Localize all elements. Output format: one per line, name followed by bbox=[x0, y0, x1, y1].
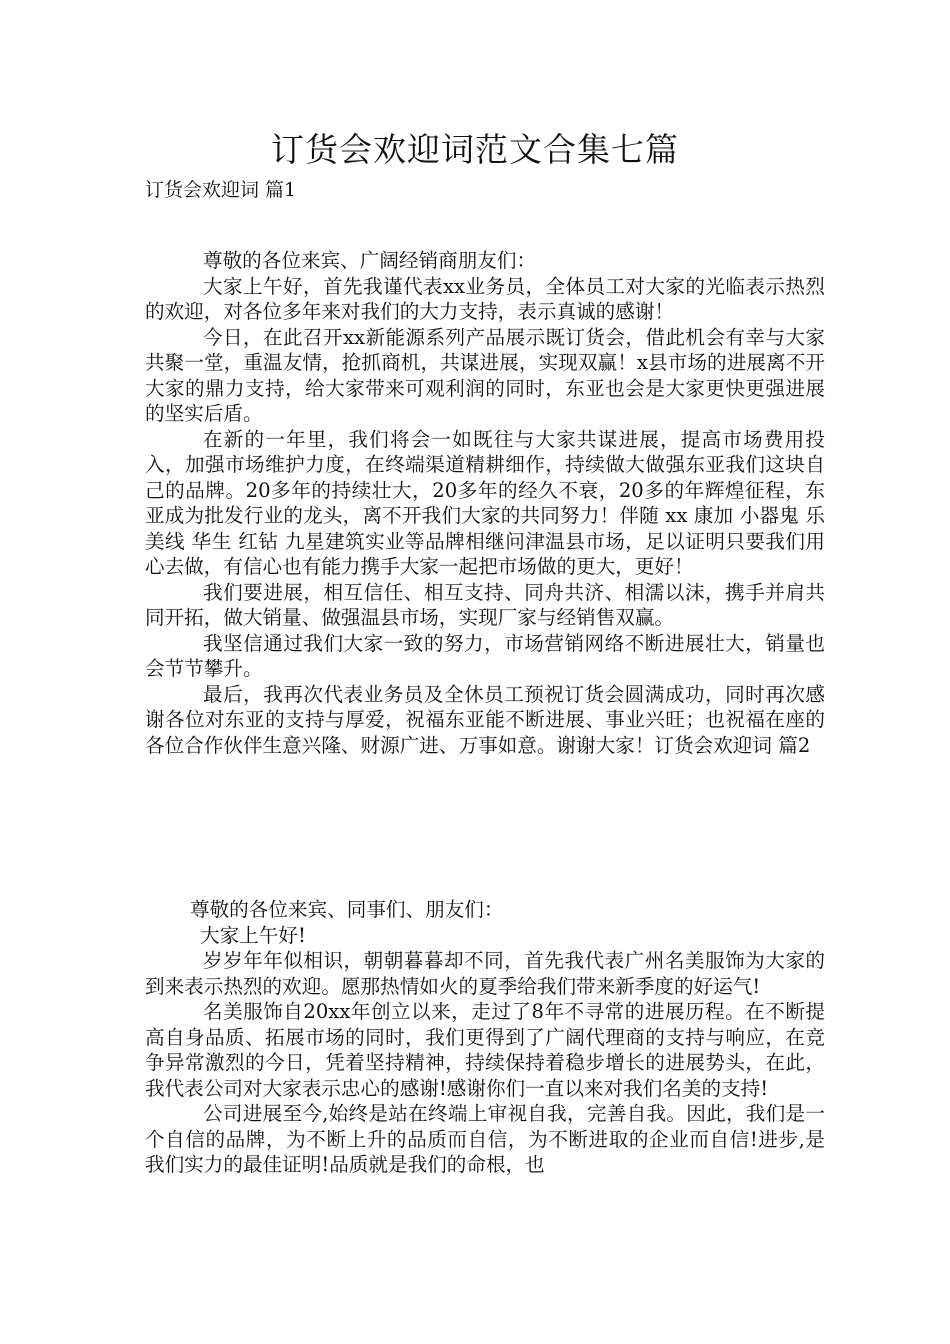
section-body-2 bbox=[145, 897, 825, 1178]
paragraph: 我们要进展，相互信任、相互支持、同舟共济、相濡以沫，携手并肩共同开拓，做大销量、做强温县市场，实现厂家与经销售双赢。 bbox=[145, 580, 825, 629]
section-heading-1: 订货会欢迎词 篇1 bbox=[145, 179, 297, 201]
paragraph: 最后，我再次代表业务员及全休员工预祝订货会圆满成功，同时再次感谢各位对东亚的支持与厚爱，祝福东亚能不断进展、事业兴旺；也祝福在座的各位合作伙伴生意兴隆、财源广进、万事如意。谢谢大家！订货会欢迎词 篇2 bbox=[145, 682, 825, 757]
paragraph: 大家上午好，首先我谨代表xx业务员，全体员工对大家的光临表示热烈的欢迎，对各位多年来对我们的大力支持，表示真诚的感谢！ bbox=[145, 274, 825, 323]
greeting-line: 尊敬的各位来宾、广阔经销商朋友们： bbox=[203, 249, 537, 272]
greeting-line: 尊敬的各位来宾、同事们、朋友们： bbox=[190, 898, 504, 921]
hello-line: 大家上午好! bbox=[200, 923, 306, 947]
paragraph: 在新的一年里，我们将会一如既往与大家共谋进展，提高市场费用投入，加强市场维护力度，在终端渠道精耕细作，持续做大做强东亚我们这块自己的品牌。20多年的持续壮大，20多年的经久不衰，20多的年辉煌征程，东亚成为批发行业的龙头，离不开我们大家的共同努力！伴随 xx 康加 小器鬼 乐美线 华生 红钻 九星建筑实业等品牌相继问津温县市场，足以证明只要我们用心去做，有信心也有能力携手大家一起把市场做的更大，更好！ bbox=[145, 427, 825, 578]
paragraph: 岁岁年年似相识，朝朝暮暮却不同，首先我代表广州名美服饰为大家的到来表示热烈的欢迎。愿那热情如火的夏季给我们带来新季度的好运气! bbox=[145, 949, 825, 998]
paragraph: 今日，在此召开xx新能源系列产品展示既订货会，借此机会有幸与大家共聚一堂，重温友情，抢抓商机，共谋进展，实现双赢！x县市场的进展离不开大家的鼎力支持，给大家带来可观利润的同时，东亚也会是大家更快更强进展的坚实后盾。 bbox=[145, 325, 825, 425]
paragraph: 公司进展至今,始终是站在终端上审视自我，完善自我。因此，我们是一个自信的品牌，为不断上升的品质而自信，为不断进取的企业而自信!进步,是我们实力的最佳证明!品质就是我们的命根，也 bbox=[145, 1102, 825, 1176]
paragraph: 名美服饰自20xx年创立以来，走过了8年不寻常的进展历程。在不断提高自身品质、拓展市场的同时，我们更得到了广阔代理商的支持与响应，在竞争异常激烈的今日，凭着坚持精神，持续保持着稳步增长的进展势头，在此，我代表公司对大家表示忠心的感谢!感谢你们一直以来对我们名美的支持! bbox=[145, 1000, 825, 1100]
section-body-1 bbox=[145, 248, 825, 758]
paragraph: 我坚信通过我们大家一致的努力，市场营销网络不断进展壮大，销量也会节节攀升。 bbox=[145, 631, 825, 680]
document-title: 订货会欢迎词范文合集七篇 bbox=[271, 130, 679, 169]
